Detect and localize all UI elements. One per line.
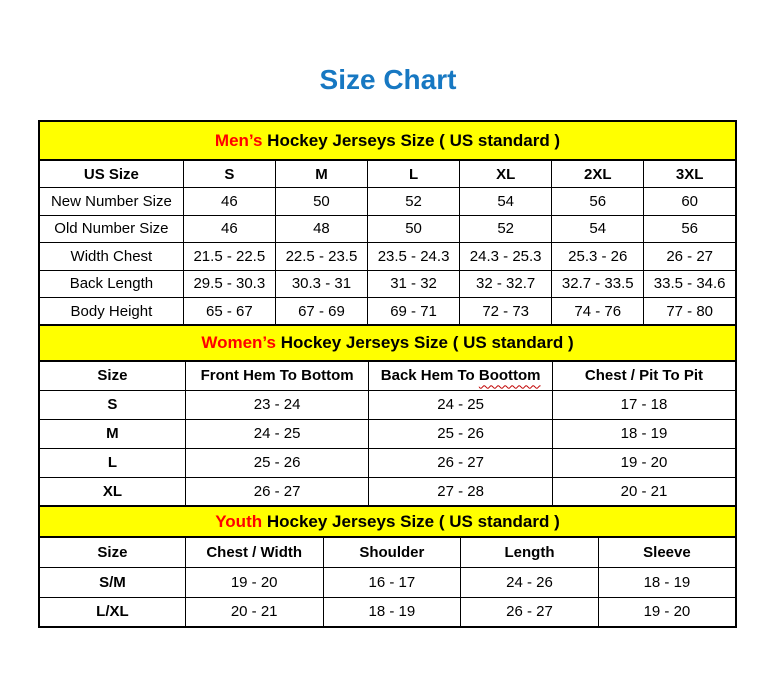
womens-size-section	[38, 324, 737, 507]
value-cell: 22.5 - 23.5	[275, 243, 367, 271]
column-header: Back Hem To Boottom	[369, 361, 553, 390]
value-cell: 27 - 28	[369, 477, 553, 506]
value-cell: 72 - 73	[460, 298, 552, 326]
table-row	[39, 419, 736, 448]
column-header: S	[183, 160, 275, 188]
value-cell: 52	[460, 215, 552, 243]
column-header: Front Hem To Bottom	[185, 361, 369, 390]
table-row	[39, 448, 736, 477]
column-header: L	[368, 160, 460, 188]
row-label: S/M	[39, 567, 185, 597]
value-cell: 56	[644, 215, 736, 243]
womens-heading-accent: Women’s	[201, 333, 276, 352]
value-cell: 18 - 19	[552, 419, 736, 448]
mens-size-table	[38, 159, 737, 326]
row-label: S	[39, 390, 185, 419]
column-header: M	[275, 160, 367, 188]
value-cell: 25.3 - 26	[552, 243, 644, 271]
value-cell: 31 - 32	[368, 270, 460, 298]
table-row	[39, 597, 736, 627]
value-cell: 29.5 - 30.3	[183, 270, 275, 298]
youth-size-section	[38, 505, 737, 628]
value-cell: 30.3 - 31	[275, 270, 367, 298]
row-label: Back Length	[39, 270, 183, 298]
row-label: Width Chest	[39, 243, 183, 271]
value-cell: 54	[460, 188, 552, 216]
column-header: 2XL	[552, 160, 644, 188]
value-cell: 50	[275, 188, 367, 216]
header-row	[39, 361, 736, 390]
value-cell: 67 - 69	[275, 298, 367, 326]
value-cell: 26 - 27	[461, 597, 599, 627]
value-cell: 32 - 32.7	[460, 270, 552, 298]
value-cell: 19 - 20	[185, 567, 323, 597]
value-cell: 26 - 27	[644, 243, 736, 271]
womens-section-header	[38, 324, 737, 362]
mens-heading-rest: Hockey Jerseys Size ( US standard )	[262, 130, 561, 150]
value-cell: 74 - 76	[552, 298, 644, 326]
value-cell: 60	[644, 188, 736, 216]
value-cell: 23.5 - 24.3	[368, 243, 460, 271]
table-row	[39, 188, 736, 216]
table-row	[39, 390, 736, 419]
value-cell: 26 - 27	[369, 448, 553, 477]
table-row	[39, 243, 736, 271]
mens-heading-accent: Men’s	[214, 130, 263, 150]
size-chart	[38, 120, 737, 628]
value-cell: 23 - 24	[185, 390, 369, 419]
value-cell: 25 - 26	[185, 448, 369, 477]
value-cell: 50	[368, 215, 460, 243]
column-header: Chest / Pit To Pit	[552, 361, 736, 390]
value-cell: 24 - 25	[185, 419, 369, 448]
value-cell: 26 - 27	[185, 477, 369, 506]
youth-heading-accent: Youth	[215, 511, 263, 531]
value-cell: 52	[368, 188, 460, 216]
header-row	[39, 537, 736, 567]
womens-heading-rest: Hockey Jerseys Size ( US standard )	[275, 333, 574, 352]
value-cell: 54	[552, 215, 644, 243]
value-cell: 18 - 19	[323, 597, 461, 627]
table-row	[39, 298, 736, 326]
column-header: Chest / Width	[185, 537, 323, 567]
value-cell: 56	[552, 188, 644, 216]
value-cell: 32.7 - 33.5	[552, 270, 644, 298]
youth-heading-rest: Hockey Jerseys Size ( US standard )	[262, 511, 560, 531]
value-cell: 33.5 - 34.6	[644, 270, 736, 298]
womens-size-table	[38, 360, 737, 507]
value-cell: 65 - 67	[183, 298, 275, 326]
value-cell: 25 - 26	[369, 419, 553, 448]
row-label: XL	[39, 477, 185, 506]
value-cell: 20 - 21	[552, 477, 736, 506]
value-cell: 20 - 21	[185, 597, 323, 627]
header-row	[39, 160, 736, 188]
column-header: Sleeve	[598, 537, 736, 567]
row-label: L/XL	[39, 597, 185, 627]
column-header: XL	[460, 160, 552, 188]
column-header: Size	[39, 537, 185, 567]
value-cell: 69 - 71	[368, 298, 460, 326]
value-cell: 17 - 18	[552, 390, 736, 419]
youth-section-header	[38, 505, 737, 538]
value-cell: 48	[275, 215, 367, 243]
value-cell: 24.3 - 25.3	[460, 243, 552, 271]
value-cell: 77 - 80	[644, 298, 736, 326]
row-label: Old Number Size	[39, 215, 183, 243]
column-header: Length	[461, 537, 599, 567]
value-cell: 19 - 20	[598, 597, 736, 627]
column-header: Shoulder	[323, 537, 461, 567]
value-cell: 24 - 25	[369, 390, 553, 419]
value-cell: 46	[183, 215, 275, 243]
mens-size-section	[38, 120, 737, 326]
row-label: New Number Size	[39, 188, 183, 216]
misspelled-word: Boottom	[478, 367, 541, 385]
mens-section-header	[38, 120, 737, 161]
table-row	[39, 567, 736, 597]
table-row	[39, 270, 736, 298]
column-header: US Size	[39, 160, 183, 188]
value-cell: 16 - 17	[323, 567, 461, 597]
value-cell: 46	[183, 188, 275, 216]
table-row	[39, 477, 736, 506]
value-cell: 21.5 - 22.5	[183, 243, 275, 271]
column-header: Size	[39, 361, 185, 390]
column-header: 3XL	[644, 160, 736, 188]
row-label: Body Height	[39, 298, 183, 326]
table-row	[39, 215, 736, 243]
youth-size-table	[38, 536, 737, 628]
page-title: Size Chart	[319, 64, 457, 95]
row-label: L	[39, 448, 185, 477]
value-cell: 18 - 19	[598, 567, 736, 597]
value-cell: 19 - 20	[552, 448, 736, 477]
row-label: M	[39, 419, 185, 448]
value-cell: 24 - 26	[461, 567, 599, 597]
